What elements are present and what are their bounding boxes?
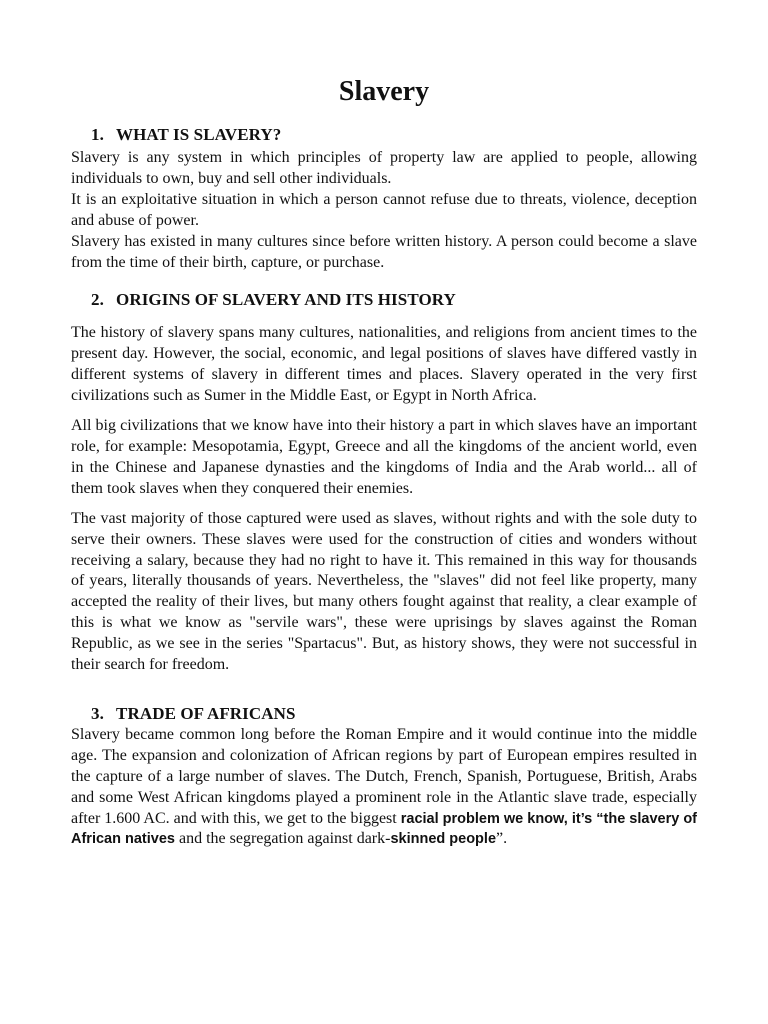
section-1-body	[71, 148, 697, 273]
section-1-paragraph: Slavery is any system in which principles of property law are applied to people, allowing individuals to own, buy and sell other individuals.	[71, 149, 697, 187]
section-2-body	[71, 323, 697, 676]
section-3-bold-run: racial problem we know, it’s “the slavery of African natives	[71, 810, 698, 848]
document-page	[71, 74, 697, 850]
section-3-paragraph	[71, 725, 697, 850]
section-1-paragraph: Slavery has existed in many cultures since before written history. A person could become a slave from the time of their birth, capture, or purchase.	[71, 232, 697, 271]
section-3-text-run: Slavery became common long before the Roman Empire and it would continue into the middle age. The expansion and colonization of African regions by part of European empires resulted in the capture of a large number of slaves. The Dutch, French, Spanish, Portuguese, British, Arabs and some West African kingdoms played a prominent role in the Atlantic slave trade, especially after 1.600 AC. and with this, we get to the biggest	[71, 725, 697, 827]
section-3-text-run: and the segregation against dark-	[174, 830, 391, 848]
section-1-paragraph: It is an exploitative situation in which a person cannot refuse due to threats, violence, deception and abuse of power.	[71, 190, 697, 229]
section-3-heading	[71, 703, 697, 725]
section-1-number: 1.	[91, 125, 104, 144]
section-2-paragraph: All big civilizations that we know have into their history a part in which slaves have an important role, for example: Mesopotamia, Egypt, Greece and all the kingdoms of the ancient world, even in the Chinese and Japanese dynasties and the kingdoms of India and the Arab world... all of them took slaves when they conquered their enemies.	[71, 417, 697, 497]
section-2-paragraph: The vast majority of those captured were used as slaves, without rights and with the sole duty to serve their owners. These slaves were used for the construction of cities and wonders without receiving a salary, because they had no right to have it. This remained in this way for thousands of years, literally thousands of years. Nevertheless, the "slaves" did not feel like property, many accepted the reality of their lives, but many others fought against that reality, a clear example of this is what we know as "servile wars", these were uprisings by slaves against the Roman Republic, as we see in the series "Spartacus". But, as history shows, they were not successful in their search for freedom.	[71, 509, 697, 674]
section-1-heading	[71, 124, 697, 146]
section-3-title: TRADE OF AFRICANS	[116, 703, 296, 723]
section-2-heading	[71, 289, 697, 311]
document-title: Slavery	[338, 76, 430, 107]
section-2-number: 2.	[91, 290, 104, 310]
section-3-text-run: ”.	[496, 830, 508, 848]
section-2-paragraph: The history of slavery spans many cultures, nationalities, and religions from ancient times to the present day. However, the social, economic, and legal positions of slaves have differed vastly in different systems of slavery in different times and places. Slavery operated in the very first civilizations such as Sumer in the Middle East, or Egypt in North Africa.	[71, 324, 697, 405]
section-2-title: ORIGINS OF SLAVERY AND ITS HISTORY	[116, 290, 456, 310]
section-3-body	[71, 725, 697, 850]
section-3-bold-run: skinned people	[390, 831, 497, 848]
section-1-title: WHAT IS SLAVERY?	[116, 125, 282, 144]
section-3-number: 3.	[91, 703, 104, 723]
